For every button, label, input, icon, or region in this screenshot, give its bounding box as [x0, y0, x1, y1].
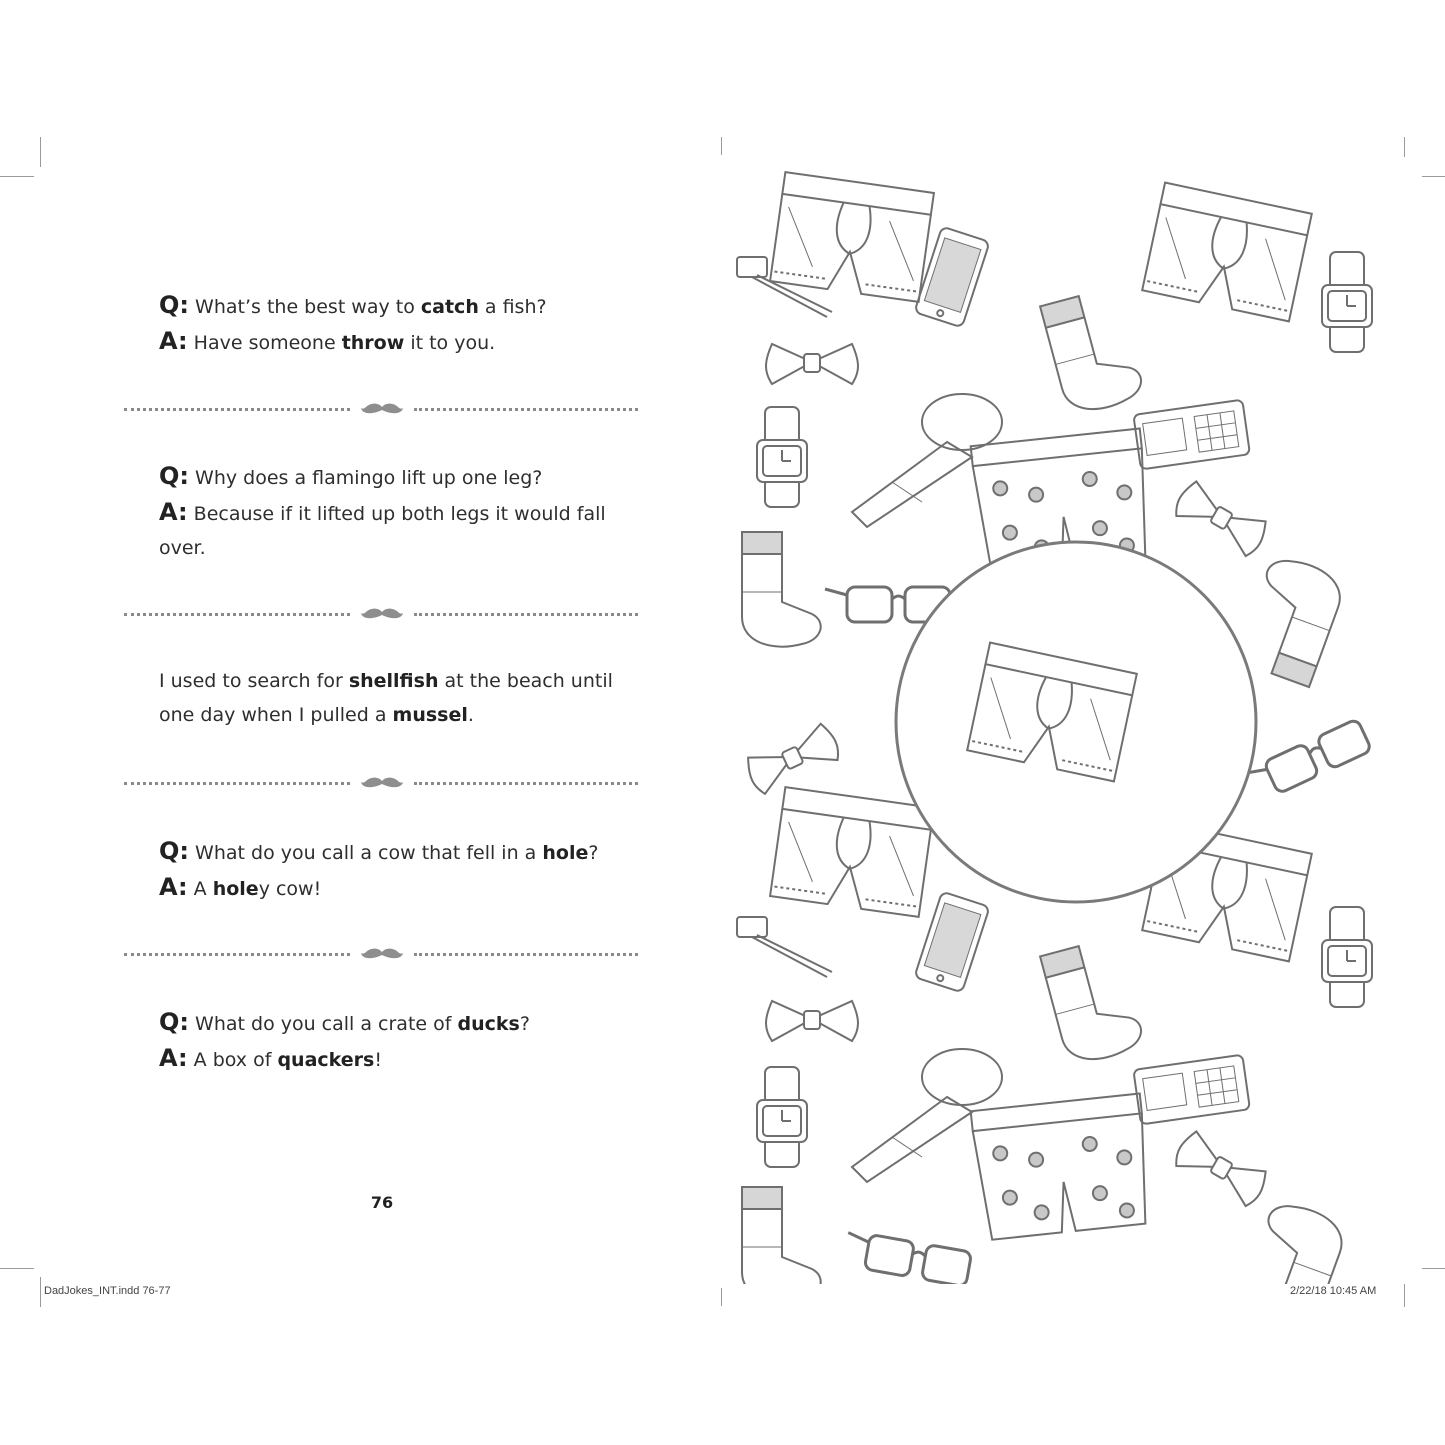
statement: I used to search for shellfish at the beach until one day when I pulled a mussel. — [159, 670, 613, 726]
answer: A: A box of quackers! — [159, 1044, 382, 1072]
tie-icon — [852, 1049, 1002, 1182]
mustache-icon — [360, 944, 404, 964]
wristwatch-icon — [1322, 907, 1372, 1007]
left-page — [0, 0, 720, 1445]
crop-mark — [721, 1288, 722, 1306]
sock-icon — [1237, 1198, 1350, 1284]
question: Q: What’s the best way to catch a fish? — [159, 291, 547, 319]
page-number: 76 — [370, 1193, 394, 1212]
flip-phone-icon — [1133, 400, 1250, 470]
sock-icon — [1040, 936, 1146, 1067]
bow-tie-icon — [766, 1001, 858, 1041]
sock-icon — [742, 532, 821, 647]
joke-5 — [159, 1005, 629, 1077]
boxer-briefs-icon — [1142, 183, 1312, 322]
mustache-icon — [360, 773, 404, 793]
question: Q: What do you call a cow that fell in a hole? — [159, 837, 599, 865]
razor-icon — [737, 917, 832, 977]
mustache-divider — [124, 399, 638, 419]
sock-icon — [742, 1187, 821, 1284]
mustache-icon — [360, 399, 404, 419]
eyeglasses-icon — [843, 1231, 972, 1284]
pattern-illustration — [722, 157, 1422, 1284]
mustache-divider — [124, 944, 638, 964]
flip-phone-icon — [1133, 1055, 1250, 1125]
boxer-briefs-icon — [770, 172, 934, 302]
joke-2 — [159, 459, 629, 565]
sock-icon — [1040, 286, 1146, 417]
polka-dot-boxers-icon — [971, 1093, 1154, 1240]
slug-datetime: 2/22/18 10:45 AM — [1290, 1285, 1377, 1297]
sock-icon — [1235, 552, 1348, 687]
phone-icon — [914, 226, 989, 327]
boxer-briefs-icon — [770, 787, 934, 917]
bow-tie-icon — [1171, 1128, 1271, 1209]
answer: A: A holey cow! — [159, 873, 322, 901]
joke-3 — [159, 664, 629, 732]
center-medallion — [896, 542, 1256, 902]
bow-tie-icon — [1171, 478, 1271, 559]
joke-4 — [159, 834, 629, 906]
question: Q: What do you call a crate of ducks? — [159, 1008, 530, 1036]
crop-mark — [721, 137, 722, 155]
mustache-icon — [360, 604, 404, 624]
bow-tie-icon — [743, 721, 843, 796]
wristwatch-icon — [1322, 252, 1372, 352]
question: Q: Why does a flamingo lift up one leg? — [159, 462, 543, 490]
answer: A: Have someone throw it to you. — [159, 327, 496, 355]
joke-1 — [159, 288, 629, 360]
wristwatch-icon — [757, 1067, 807, 1167]
mustache-divider — [124, 773, 638, 793]
illustration-svg — [722, 157, 1422, 1284]
mustache-divider — [124, 604, 638, 624]
slug-filename: DadJokes_INT.indd 76-77 — [44, 1285, 171, 1297]
bow-tie-icon — [766, 344, 858, 384]
wristwatch-icon — [757, 407, 807, 507]
phone-icon — [914, 891, 989, 992]
answer: A: Because if it lifted up both legs it would fall over. — [159, 498, 606, 559]
eyeglasses-icon — [1244, 719, 1372, 804]
